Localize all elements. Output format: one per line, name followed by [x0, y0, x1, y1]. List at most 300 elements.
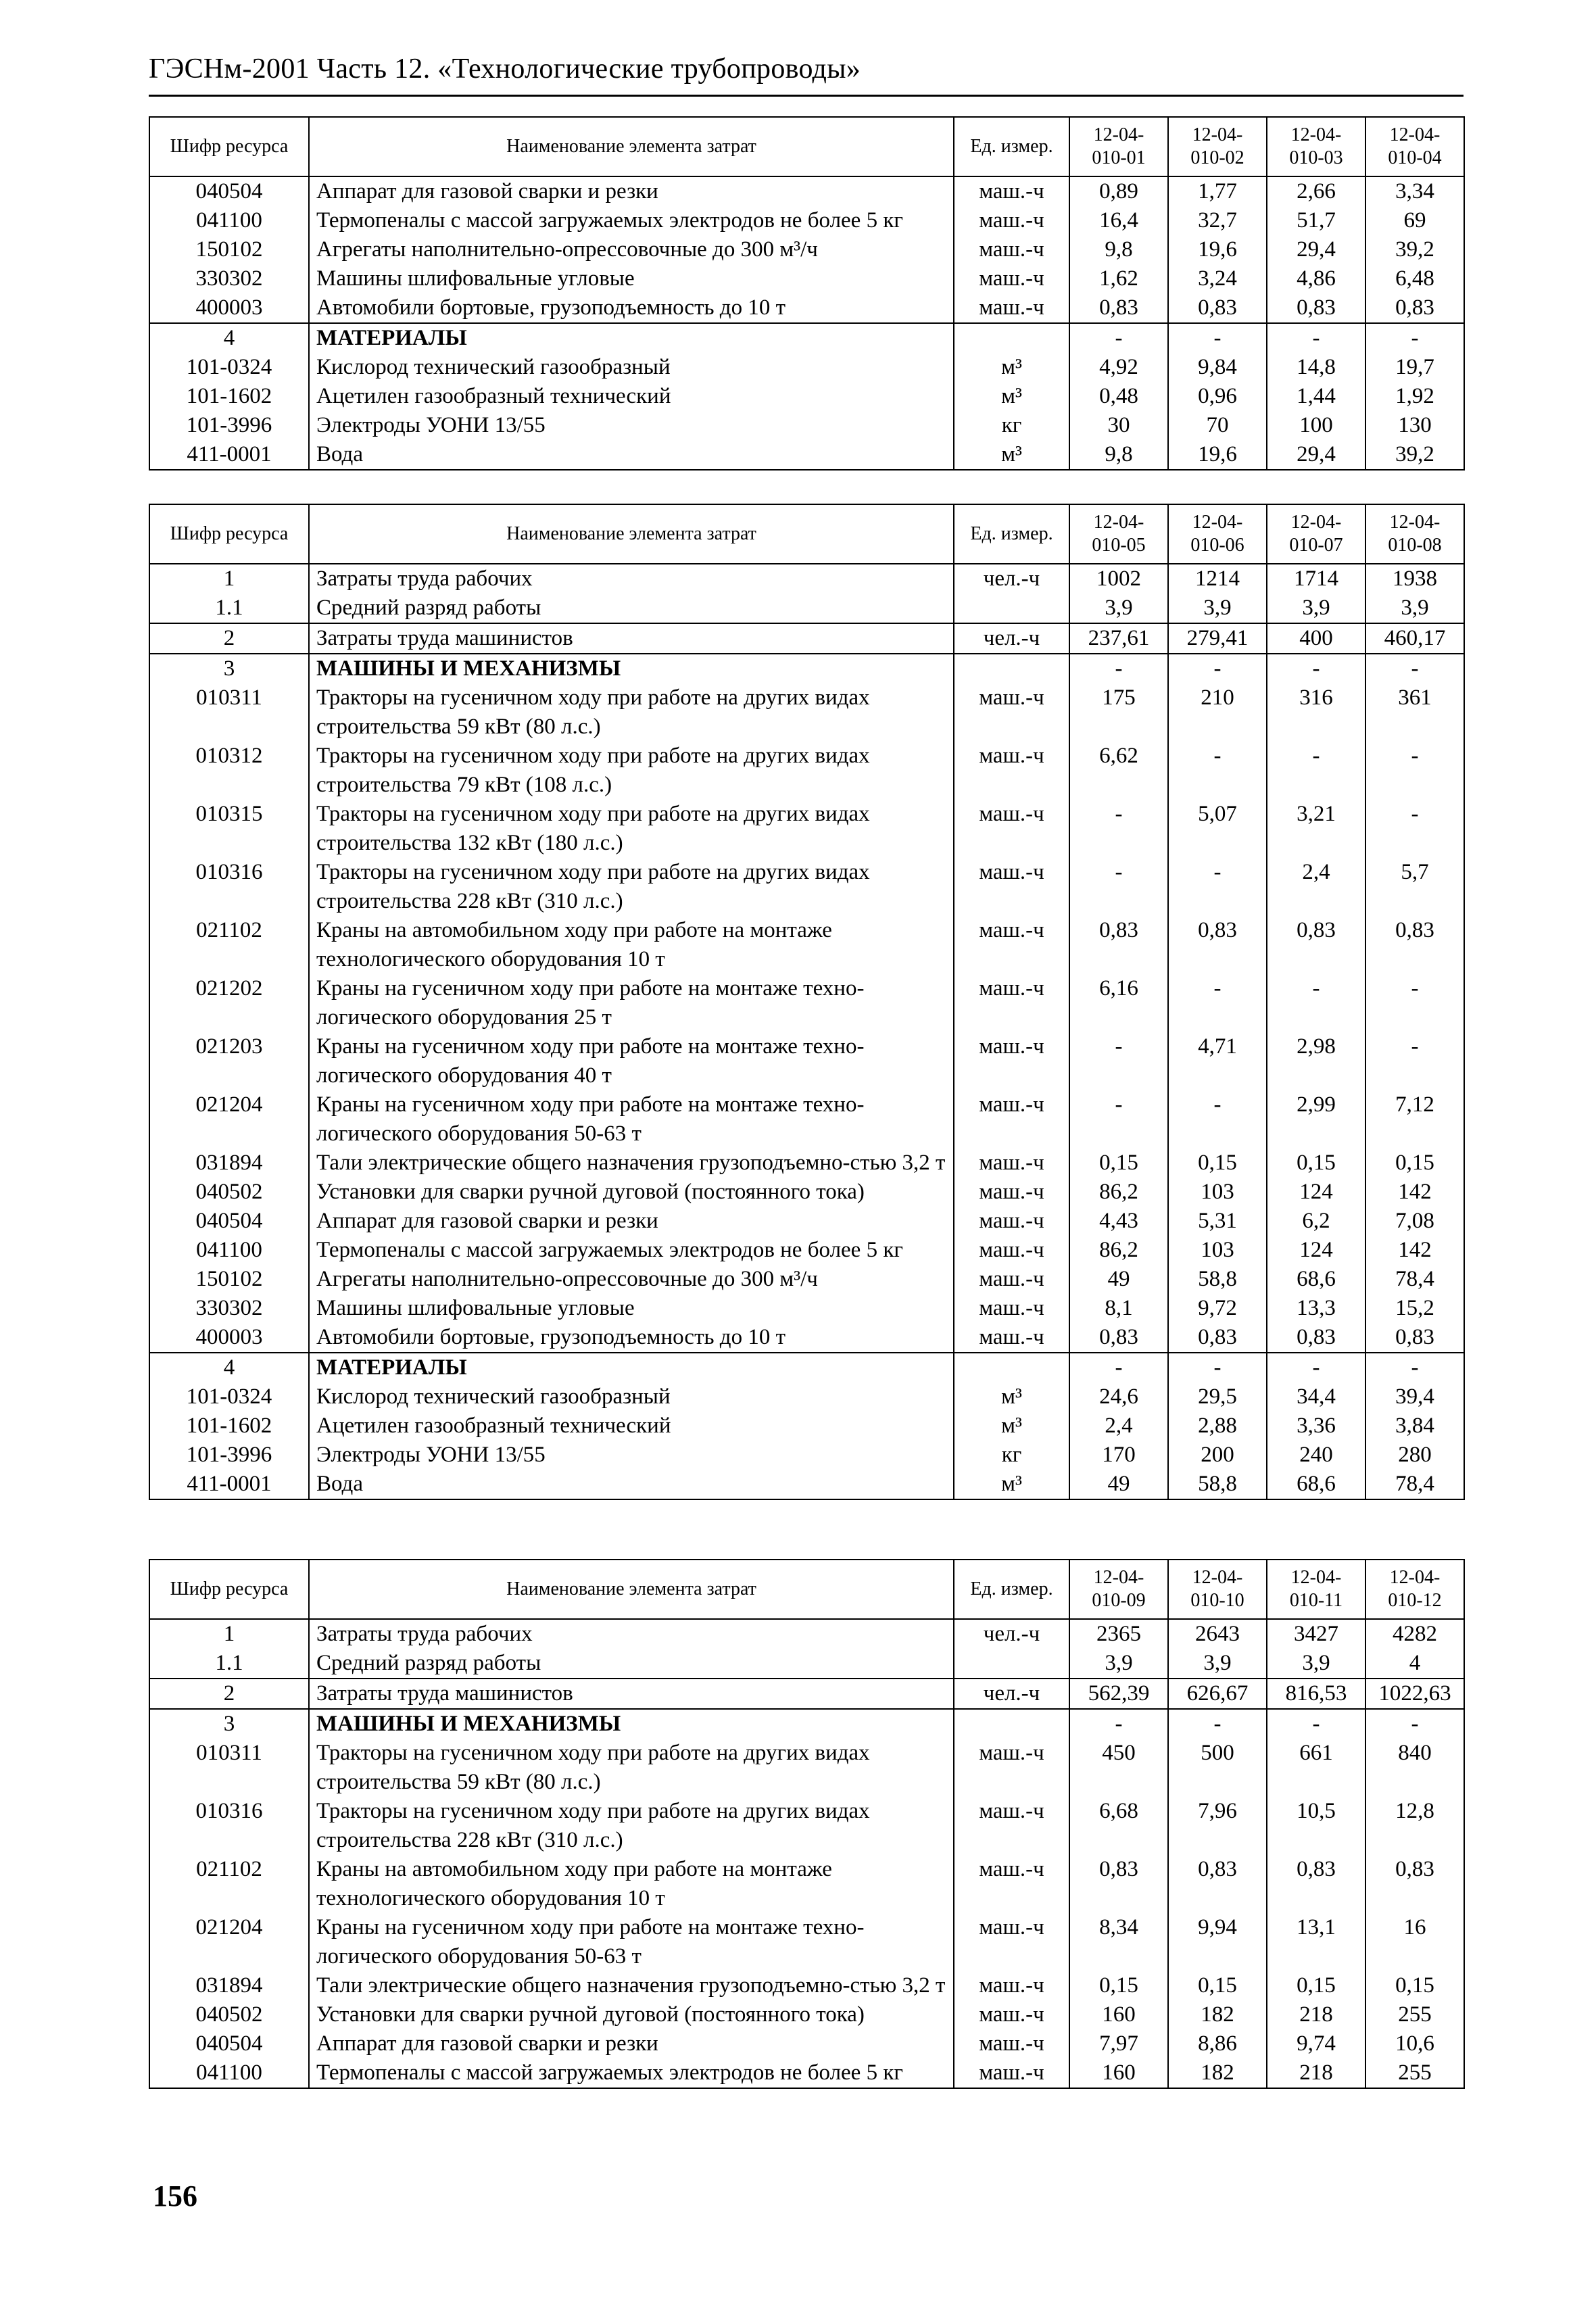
resource-name: Электроды УОНИ 13/55 — [309, 1441, 954, 1470]
resource-name: Затраты труда рабочих — [309, 564, 954, 594]
resource-unit — [954, 1649, 1069, 1679]
table-row — [149, 1619, 1464, 1649]
resource-value: 100 — [1267, 411, 1365, 440]
resource-value: 316 — [1267, 683, 1365, 742]
resource-value: 626,67 — [1168, 1679, 1267, 1709]
norm-code-prefix: 12-04- — [1389, 1567, 1441, 1588]
resource-code: 040504 — [149, 1207, 309, 1236]
resource-value: 0,15 — [1069, 1971, 1168, 2000]
resource-name: Ацетилен газообразный технический — [309, 1412, 954, 1441]
header-rule — [149, 95, 1464, 97]
resource-name: Тракторы на гусеничном ходу при работе на других видах строительства 132 кВт (180 л.с.) — [309, 800, 954, 858]
resource-value: 3,24 — [1168, 264, 1267, 293]
resource-code: 101-3996 — [149, 1441, 309, 1470]
resource-value: 460,17 — [1365, 623, 1464, 654]
resource-value: 2365 — [1069, 1619, 1168, 1649]
resource-unit: маш.-ч — [954, 1178, 1069, 1207]
resource-value: 39,2 — [1365, 235, 1464, 264]
resource-value: - — [1168, 1709, 1267, 1739]
resource-value: 86,2 — [1069, 1236, 1168, 1265]
resource-value: 68,6 — [1267, 1265, 1365, 1294]
resource-value: 10,5 — [1267, 1797, 1365, 1855]
resource-name: Кислород технический газообразный — [309, 353, 954, 382]
resource-value: 2,66 — [1267, 176, 1365, 206]
resource-value: 29,4 — [1267, 440, 1365, 470]
resource-value: 0,15 — [1168, 1971, 1267, 2000]
table-row — [149, 1032, 1464, 1090]
resource-name: Вода — [309, 1470, 954, 1499]
resource-value: 0,89 — [1069, 176, 1168, 206]
resource-value: 4,71 — [1168, 1032, 1267, 1090]
resource-value: 142 — [1365, 1178, 1464, 1207]
resource-unit: м³ — [954, 1382, 1069, 1412]
resource-value: 182 — [1168, 2058, 1267, 2088]
resource-value: 0,15 — [1267, 1149, 1365, 1178]
norm-code-suffix: 010-12 — [1388, 1590, 1442, 1611]
table-row — [149, 2000, 1464, 2029]
resource-value: 4,43 — [1069, 1207, 1168, 1236]
header-norm-code — [1069, 1560, 1168, 1619]
resource-value: 3,9 — [1267, 1649, 1365, 1679]
resource-code: 101-1602 — [149, 382, 309, 411]
resource-name: Средний разряд работы — [309, 1649, 954, 1679]
table-row — [149, 1679, 1464, 1709]
resource-name: Затраты труда рабочих — [309, 1619, 954, 1649]
resource-value: 661 — [1267, 1739, 1365, 1797]
resource-unit — [954, 654, 1069, 683]
header-code: Шифр ресурса — [149, 117, 309, 176]
resource-name: Краны на автомобильном ходу при работе на монтаже технологического оборудования 10 т — [309, 916, 954, 974]
resource-value: 19,7 — [1365, 353, 1464, 382]
header-norm-code — [1365, 117, 1464, 176]
resource-value: 13,1 — [1267, 1913, 1365, 1971]
cost-table — [149, 504, 1465, 1500]
header-norm-code — [1267, 1560, 1365, 1619]
resource-value: 0,83 — [1365, 916, 1464, 974]
resource-unit: маш.-ч — [954, 1971, 1069, 2000]
resource-value: 2,99 — [1267, 1090, 1365, 1149]
resource-value: 6,48 — [1365, 264, 1464, 293]
table-row — [149, 1090, 1464, 1149]
table-row — [149, 1971, 1464, 2000]
section-row — [149, 1709, 1464, 1739]
resource-value: - — [1267, 323, 1365, 353]
resource-unit: чел.-ч — [954, 564, 1069, 594]
resource-value: - — [1168, 974, 1267, 1032]
resource-name: Автомобили бортовые, грузоподъемность до 10 т — [309, 1323, 954, 1353]
resource-code: 1 — [149, 564, 309, 594]
resource-value: - — [1168, 1353, 1267, 1382]
resource-value: 8,1 — [1069, 1294, 1168, 1323]
resource-value: - — [1069, 654, 1168, 683]
resource-value: - — [1069, 858, 1168, 916]
norm-code-suffix: 010-03 — [1289, 147, 1343, 168]
resource-value: 0,83 — [1168, 916, 1267, 974]
resource-value: 200 — [1168, 1441, 1267, 1470]
resource-value: - — [1069, 323, 1168, 353]
resource-value: 9,72 — [1168, 1294, 1267, 1323]
resource-code: 040504 — [149, 2029, 309, 2058]
resource-code: 041100 — [149, 1236, 309, 1265]
resource-code: 010315 — [149, 800, 309, 858]
resource-value: 9,94 — [1168, 1913, 1267, 1971]
resource-value: 4,92 — [1069, 353, 1168, 382]
norm-code-suffix: 010-04 — [1388, 147, 1442, 168]
table-row — [149, 411, 1464, 440]
resource-value: - — [1168, 654, 1267, 683]
resource-value: 9,74 — [1267, 2029, 1365, 2058]
resource-unit: маш.-ч — [954, 1913, 1069, 1971]
resource-value: 2,4 — [1069, 1412, 1168, 1441]
resource-value: 160 — [1069, 2058, 1168, 2088]
resource-code: 3 — [149, 1709, 309, 1739]
norm-code-prefix: 12-04- — [1192, 1567, 1243, 1588]
resource-value: - — [1069, 1709, 1168, 1739]
resource-value: - — [1267, 974, 1365, 1032]
resource-code: 010312 — [149, 742, 309, 800]
resource-value: 103 — [1168, 1236, 1267, 1265]
header-norm-code — [1168, 1560, 1267, 1619]
norm-code-prefix: 12-04- — [1192, 124, 1243, 145]
resource-code: 040504 — [149, 176, 309, 206]
resource-code: 101-3996 — [149, 411, 309, 440]
resource-unit: маш.-ч — [954, 2000, 1069, 2029]
table-row — [149, 1149, 1464, 1178]
resource-value: 8,86 — [1168, 2029, 1267, 2058]
resource-value: 7,96 — [1168, 1797, 1267, 1855]
resource-code: 041100 — [149, 206, 309, 235]
resource-name: Автомобили бортовые, грузоподъемность до 10 т — [309, 293, 954, 323]
header-norm-code — [1267, 504, 1365, 564]
page-number: 156 — [153, 2179, 197, 2213]
resource-value: - — [1365, 742, 1464, 800]
resource-value: - — [1267, 654, 1365, 683]
resource-code: 4 — [149, 323, 309, 353]
resource-code: 2 — [149, 623, 309, 654]
resource-value: 3,34 — [1365, 176, 1464, 206]
resource-value: 39,2 — [1365, 440, 1464, 470]
resource-value: - — [1365, 800, 1464, 858]
resource-value: 4 — [1365, 1649, 1464, 1679]
resource-value: 58,8 — [1168, 1470, 1267, 1499]
resource-value: 6,68 — [1069, 1797, 1168, 1855]
header-norm-code — [1069, 504, 1168, 564]
table-row — [149, 293, 1464, 323]
resource-value: 0,83 — [1365, 1323, 1464, 1353]
resource-code: 031894 — [149, 1971, 309, 2000]
resource-value: 78,4 — [1365, 1265, 1464, 1294]
table-row — [149, 2058, 1464, 2088]
resource-value: 70 — [1168, 411, 1267, 440]
resource-value: 19,6 — [1168, 235, 1267, 264]
resource-value: 1,77 — [1168, 176, 1267, 206]
resource-value: 562,39 — [1069, 1679, 1168, 1709]
norm-code-suffix: 010-01 — [1092, 147, 1146, 168]
resource-value: - — [1365, 323, 1464, 353]
resource-unit: м³ — [954, 382, 1069, 411]
resource-value: 255 — [1365, 2058, 1464, 2088]
table-row — [149, 2029, 1464, 2058]
resource-value: 29,5 — [1168, 1382, 1267, 1412]
resource-code: 101-0324 — [149, 1382, 309, 1412]
section-row — [149, 654, 1464, 683]
resource-unit: кг — [954, 411, 1069, 440]
resource-code: 021203 — [149, 1032, 309, 1090]
resource-value: 16 — [1365, 1913, 1464, 1971]
resource-name: Агрегаты наполнительно-опрессовочные до 300 м³/ч — [309, 235, 954, 264]
resource-name: МАТЕРИАЛЫ — [309, 323, 954, 353]
resource-value: 5,07 — [1168, 800, 1267, 858]
resource-unit: маш.-ч — [954, 683, 1069, 742]
resource-value: 1002 — [1069, 564, 1168, 594]
resource-name: Затраты труда машинистов — [309, 1679, 954, 1709]
header-unit: Ед. измер. — [954, 1560, 1069, 1619]
header-name: Наименование элемента затрат — [309, 504, 954, 564]
resource-value: - — [1365, 974, 1464, 1032]
table-row — [149, 858, 1464, 916]
table-row — [149, 1294, 1464, 1323]
resource-value: 5,31 — [1168, 1207, 1267, 1236]
resource-value: 1,62 — [1069, 264, 1168, 293]
table-row — [149, 742, 1464, 800]
resource-value: 2,4 — [1267, 858, 1365, 916]
resource-value: 8,34 — [1069, 1913, 1168, 1971]
resource-code: 031894 — [149, 1149, 309, 1178]
resource-code: 010316 — [149, 858, 309, 916]
resource-name: Тракторы на гусеничном ходу при работе на других видах строительства 59 кВт (80 л.с.) — [309, 683, 954, 742]
resource-value: 3,9 — [1267, 594, 1365, 623]
resource-name: Электроды УОНИ 13/55 — [309, 411, 954, 440]
resource-unit: м³ — [954, 1412, 1069, 1441]
resource-unit: маш.-ч — [954, 1032, 1069, 1090]
resource-value: 1,92 — [1365, 382, 1464, 411]
table-row — [149, 1739, 1464, 1797]
table-row — [149, 800, 1464, 858]
resource-value: 16,4 — [1069, 206, 1168, 235]
resource-unit: маш.-ч — [954, 1739, 1069, 1797]
resource-value: 0,15 — [1168, 1149, 1267, 1178]
resource-value: 29,4 — [1267, 235, 1365, 264]
table-row — [149, 1265, 1464, 1294]
header-norm-code — [1365, 1560, 1464, 1619]
resource-name: Установки для сварки ручной дуговой (постоянного тока) — [309, 2000, 954, 2029]
resource-code: 400003 — [149, 1323, 309, 1353]
resource-value: 400 — [1267, 623, 1365, 654]
resource-value: 0,15 — [1365, 1971, 1464, 2000]
resource-value: 130 — [1365, 411, 1464, 440]
resource-unit: чел.-ч — [954, 1679, 1069, 1709]
resource-value: 86,2 — [1069, 1178, 1168, 1207]
resource-value: 142 — [1365, 1236, 1464, 1265]
resource-name: Машины шлифовальные угловые — [309, 1294, 954, 1323]
resource-unit: маш.-ч — [954, 1294, 1069, 1323]
resource-code: 4 — [149, 1353, 309, 1382]
resource-unit: маш.-ч — [954, 1149, 1069, 1178]
table-row — [149, 235, 1464, 264]
table-row — [149, 683, 1464, 742]
resource-value: 51,7 — [1267, 206, 1365, 235]
resource-value: 58,8 — [1168, 1265, 1267, 1294]
resource-value: 170 — [1069, 1441, 1168, 1470]
resource-value: 840 — [1365, 1739, 1464, 1797]
resource-unit: маш.-ч — [954, 1797, 1069, 1855]
table-row — [149, 594, 1464, 623]
resource-value: 1214 — [1168, 564, 1267, 594]
resource-code: 1.1 — [149, 1649, 309, 1679]
resource-value: 39,4 — [1365, 1382, 1464, 1412]
resource-value: - — [1365, 654, 1464, 683]
norm-code-suffix: 010-07 — [1289, 535, 1343, 556]
resource-unit: маш.-ч — [954, 858, 1069, 916]
resource-code: 400003 — [149, 293, 309, 323]
table-row — [149, 176, 1464, 206]
header-row — [149, 504, 1464, 564]
resource-value: 0,15 — [1267, 1971, 1365, 2000]
table-row — [149, 1855, 1464, 1913]
resource-value: 6,2 — [1267, 1207, 1365, 1236]
resource-unit: маш.-ч — [954, 2029, 1069, 2058]
resource-code: 411-0001 — [149, 1470, 309, 1499]
resource-value: 30 — [1069, 411, 1168, 440]
resource-unit — [954, 1709, 1069, 1739]
header-unit: Ед. измер. — [954, 504, 1069, 564]
table-row — [149, 1178, 1464, 1207]
norm-code-prefix: 12-04- — [1389, 512, 1441, 533]
resource-value: 12,8 — [1365, 1797, 1464, 1855]
resource-value: 3,36 — [1267, 1412, 1365, 1441]
resource-value: 10,6 — [1365, 2029, 1464, 2058]
resource-value: - — [1069, 1353, 1168, 1382]
resource-value: 32,7 — [1168, 206, 1267, 235]
resource-value: - — [1069, 800, 1168, 858]
resource-value: - — [1365, 1353, 1464, 1382]
resource-unit: м³ — [954, 440, 1069, 470]
resource-value: 124 — [1267, 1178, 1365, 1207]
resource-unit: м³ — [954, 1470, 1069, 1499]
table-row — [149, 916, 1464, 974]
resource-value: 3,84 — [1365, 1412, 1464, 1441]
resource-code: 1.1 — [149, 594, 309, 623]
resource-unit: чел.-ч — [954, 1619, 1069, 1649]
resource-value: - — [1365, 1709, 1464, 1739]
resource-value: 3,21 — [1267, 800, 1365, 858]
table-row — [149, 1382, 1464, 1412]
resource-code: 021204 — [149, 1913, 309, 1971]
norm-code-prefix: 12-04- — [1093, 1567, 1144, 1588]
resource-value: - — [1168, 323, 1267, 353]
resource-value: 7,12 — [1365, 1090, 1464, 1149]
header-norm-code — [1168, 504, 1267, 564]
resource-value: 49 — [1069, 1470, 1168, 1499]
header-row — [149, 1560, 1464, 1619]
resource-value: 0,83 — [1267, 916, 1365, 974]
resource-value: 450 — [1069, 1739, 1168, 1797]
resource-value: 0,15 — [1365, 1149, 1464, 1178]
resource-value: 1714 — [1267, 564, 1365, 594]
resource-name: Средний разряд работы — [309, 594, 954, 623]
resource-unit: маш.-ч — [954, 1236, 1069, 1265]
resource-value: - — [1168, 858, 1267, 916]
norm-code-suffix: 010-05 — [1092, 535, 1146, 556]
section-row — [149, 1353, 1464, 1382]
resource-value: 160 — [1069, 2000, 1168, 2029]
resource-code: 040502 — [149, 2000, 309, 2029]
resource-name: Тали электрические общего назначения грузоподъемно-стью 3,2 т — [309, 1971, 954, 2000]
table-row — [149, 564, 1464, 594]
resource-code: 010311 — [149, 683, 309, 742]
resource-name: Краны на гусеничном ходу при работе на монтаже техно-логического оборудования 50-63 т — [309, 1090, 954, 1149]
resource-code: 150102 — [149, 1265, 309, 1294]
resource-value: 0,83 — [1168, 1323, 1267, 1353]
resource-value: 6,62 — [1069, 742, 1168, 800]
table-row — [149, 440, 1464, 470]
norm-code-prefix: 12-04- — [1290, 1567, 1342, 1588]
table-row — [149, 1649, 1464, 1679]
resource-unit: маш.-ч — [954, 916, 1069, 974]
resource-name: Термопеналы с массой загружаемых электродов не более 5 кг — [309, 2058, 954, 2088]
table-row — [149, 1207, 1464, 1236]
resource-name: Машины шлифовальные угловые — [309, 264, 954, 293]
norm-code-prefix: 12-04- — [1192, 512, 1243, 533]
resource-value: 175 — [1069, 683, 1168, 742]
resource-value: 218 — [1267, 2058, 1365, 2088]
resource-code: 2 — [149, 1679, 309, 1709]
resource-value: 1022,63 — [1365, 1679, 1464, 1709]
table-row — [149, 1412, 1464, 1441]
resource-name: Аппарат для газовой сварки и резки — [309, 2029, 954, 2058]
resource-value: 0,83 — [1267, 1323, 1365, 1353]
resource-value: 14,8 — [1267, 353, 1365, 382]
resource-value: 3,9 — [1168, 594, 1267, 623]
resource-value: 3,9 — [1365, 594, 1464, 623]
norm-code-prefix: 12-04- — [1093, 512, 1144, 533]
resource-unit: маш.-ч — [954, 800, 1069, 858]
resource-value: 9,8 — [1069, 235, 1168, 264]
resource-name: Аппарат для газовой сварки и резки — [309, 1207, 954, 1236]
resource-code: 010311 — [149, 1739, 309, 1797]
resource-value: 3427 — [1267, 1619, 1365, 1649]
resource-value: 5,7 — [1365, 858, 1464, 916]
header-unit: Ед. измер. — [954, 117, 1069, 176]
resource-value: 3,9 — [1069, 1649, 1168, 1679]
resource-code: 021102 — [149, 916, 309, 974]
header-code: Шифр ресурса — [149, 1560, 309, 1619]
resource-name: Краны на гусеничном ходу при работе на монтаже техно-логического оборудования 25 т — [309, 974, 954, 1032]
resource-name: Тракторы на гусеничном ходу при работе на других видах строительства 59 кВт (80 л.с.) — [309, 1739, 954, 1797]
cost-table — [149, 1559, 1465, 2089]
resource-code: 040502 — [149, 1178, 309, 1207]
resource-code: 021102 — [149, 1855, 309, 1913]
resource-value: 0,83 — [1069, 1855, 1168, 1913]
resource-value: 0,83 — [1267, 293, 1365, 323]
resource-value: 2,88 — [1168, 1412, 1267, 1441]
table-row — [149, 1236, 1464, 1265]
resource-name: Краны на гусеничном ходу при работе на монтаже техно-логического оборудования 50-63 т — [309, 1913, 954, 1971]
resource-table-3 — [149, 1559, 1464, 2089]
resource-name: Тракторы на гусеничном ходу при работе на других видах строительства 228 кВт (310 л.с.) — [309, 1797, 954, 1855]
resource-name: МАШИНЫ И МЕХАНИЗМЫ — [309, 1709, 954, 1739]
resource-name: Термопеналы с массой загружаемых электродов не более 5 кг — [309, 1236, 954, 1265]
resource-value: - — [1168, 1090, 1267, 1149]
resource-name: Установки для сварки ручной дуговой (постоянного тока) — [309, 1178, 954, 1207]
section-row — [149, 323, 1464, 353]
resource-code: 330302 — [149, 1294, 309, 1323]
resource-value: - — [1267, 1353, 1365, 1382]
resource-name: Затраты труда машинистов — [309, 623, 954, 654]
resource-value: 182 — [1168, 2000, 1267, 2029]
resource-value: 0,83 — [1069, 293, 1168, 323]
resource-unit: маш.-ч — [954, 974, 1069, 1032]
